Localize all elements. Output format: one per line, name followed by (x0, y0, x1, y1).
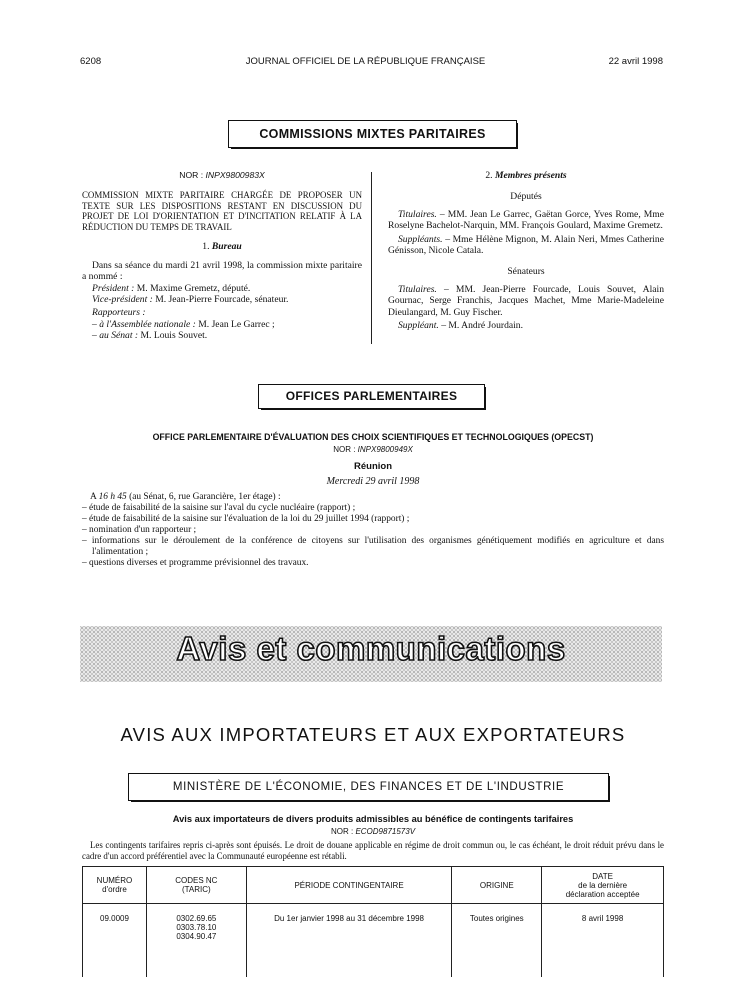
section-title-text: COMMISSIONS MIXTES PARITAIRES (259, 127, 486, 141)
office-nor: NOR : INPX9800949X (333, 445, 413, 454)
office-name: OFFICE PARLEMENTAIRE D'ÉVALUATION DES CHOIX SCIENTIFIQUES ET TECHNOLOGIQUES (OPECST) (152, 432, 594, 442)
reunion-heading: Réunion (354, 461, 392, 472)
agenda-item: – étude de faisabilité de la saisine sur l'aval du cycle nucléaire (rapport) ; (82, 503, 356, 513)
col-header-numero: NUMÉRO d'ordre (83, 867, 147, 904)
agenda-block (82, 492, 664, 569)
title-shadow (131, 800, 610, 802)
issue-date: 22 avril 1998 (608, 56, 663, 67)
title-shadow (261, 408, 486, 410)
president-line: Président : M. Maxime Gremetz, député. (92, 282, 251, 294)
col-header-codes: CODES NC (TARIC) (146, 867, 246, 904)
page-number: 6208 (80, 56, 102, 67)
col-header-date: DATE de la dernière déclaration acceptée (542, 867, 664, 904)
notice-title: Avis aux importateurs de divers produits admissibles au bénéfice de contingents tarifaires (172, 814, 574, 824)
membres-heading: 2. Membres présents (485, 170, 567, 181)
col-header-origine: ORIGINE (452, 867, 542, 904)
cell-date: 8 avril 1998 (542, 904, 664, 978)
deputes-suppleants: Suppléants. – Mme Hélène Mignon, M. Alain Neri, Mmes Catherine Génisson, Nicole Catala. (388, 233, 664, 257)
quota-table (82, 866, 664, 977)
notice-nor: NOR : ECOD9871573V (330, 827, 416, 836)
avis-main-heading: AVIS AUX IMPORTATEURS ET AUX EXPORTATEURS (120, 724, 626, 745)
section-title-text: OFFICES PARLEMENTAIRES (285, 389, 458, 403)
avis-banner-title: Avis et communications (176, 630, 566, 667)
title-shadow (231, 147, 518, 149)
cell-codes: 0302.69.65 0303.78.10 0304.90.47 (146, 904, 246, 978)
rapporteur-assemblee: – à l'Assemblée nationale : M. Jean Le Garrec ; (92, 318, 275, 330)
table-row (83, 904, 664, 978)
ministry-box (128, 773, 609, 801)
reunion-date: Mercredi 29 avril 1998 (326, 476, 420, 487)
cell-periode: Du 1er janvier 1998 au 31 décembre 1998 (246, 904, 452, 978)
nor-line: NOR : INPX9800983X (179, 170, 265, 180)
agenda-item: – étude de faisabilité de la saisine sur l'évaluation de la loi du 29 juillet 1994 (rapport) ; (82, 514, 410, 524)
commission-heading: COMMISSION MIXTE PARITAIRE CHARGÉE DE PROPOSER UN TEXTE SUR LES DISPOSITIONS RESTANT EN DISCUSSION DU PROJET DE LOI D'ORIENTATION ET D'INCITATION RELATIF À LA RÉDUCTION DU TEMPS DE TRAVAIL (82, 190, 362, 232)
seance-text: Dans sa séance du mardi 21 avril 1998, la commission mixte paritaire a nommé : (82, 259, 362, 283)
col-header-periode: PÉRIODE CONTINGENTAIRE (246, 867, 452, 904)
ministry-name: MINISTÈRE DE L'ÉCONOMIE, DES FINANCES ET DE L'INDUSTRIE (172, 781, 565, 793)
cell-numero: 09.0009 (83, 904, 147, 978)
senateurs-heading: Sénateurs (507, 266, 545, 278)
title-shadow (608, 776, 610, 801)
vice-president-line: Vice-président : M. Jean-Pierre Fourcade, sénateur. (92, 294, 289, 306)
deputes-heading: Députés (510, 191, 542, 203)
right-column (388, 170, 664, 331)
senateurs-titulaires: Titulaires. – MM. Jean-Pierre Fourcade, Louis Souvet, Alain Gournac, Serge Franchis, Jacques Machet, Mme Marie-Madeleine Dieulangard, M. Guy Fischer. (388, 283, 664, 318)
agenda-item: – questions diverses et programme prévisionnel des travaux. (82, 558, 309, 568)
journal-title: JOURNAL OFFICIEL DE LA RÉPUBLIQUE FRANÇAISE (245, 56, 486, 67)
deputes-titulaires: Titulaires. – MM. Jean Le Garrec, Gaëtan Gorce, Yves Rome, Mme Roselyne Bachelot-Narquin, MM. François Goulard, Maxime Gremetz. (388, 208, 664, 232)
column-divider (371, 172, 372, 344)
table-header-row (83, 867, 664, 904)
left-column (82, 170, 362, 342)
section-title-commissions (228, 120, 517, 148)
rapporteur-senat: – au Sénat : M. Louis Souvet. (92, 330, 208, 342)
notice-intro: Les contingents tarifaires repris ci-après sont épuisés. Le droit de douane applicable en régime de droit commun ou, le cas échéant, le droit réduit prévu dans le cadre d'un accord préférentiel avec la Communauté européenne est rétabli. (82, 840, 664, 861)
title-shadow (484, 387, 486, 409)
agenda-item: – nomination d'un rapporteur ; (82, 525, 197, 535)
section-title-offices (258, 384, 485, 409)
title-shadow (516, 123, 518, 148)
senateurs-suppleant: Suppléant. – M. André Jourdain. (398, 320, 523, 332)
cell-origine: Toutes origines (452, 904, 542, 978)
rapporteurs-heading: Rapporteurs : (92, 307, 146, 319)
agenda-item: – informations sur le déroulement de la conférence de citoyens sur l'utilisation des organismes génétiquement modifiés en agriculture et dans l'alimentation ; (82, 536, 664, 557)
agenda-intro: A 16 h 45 (au Sénat, 6, rue Garancière, 1er étage) : (90, 492, 281, 502)
bureau-heading: 1. Bureau (202, 241, 242, 253)
